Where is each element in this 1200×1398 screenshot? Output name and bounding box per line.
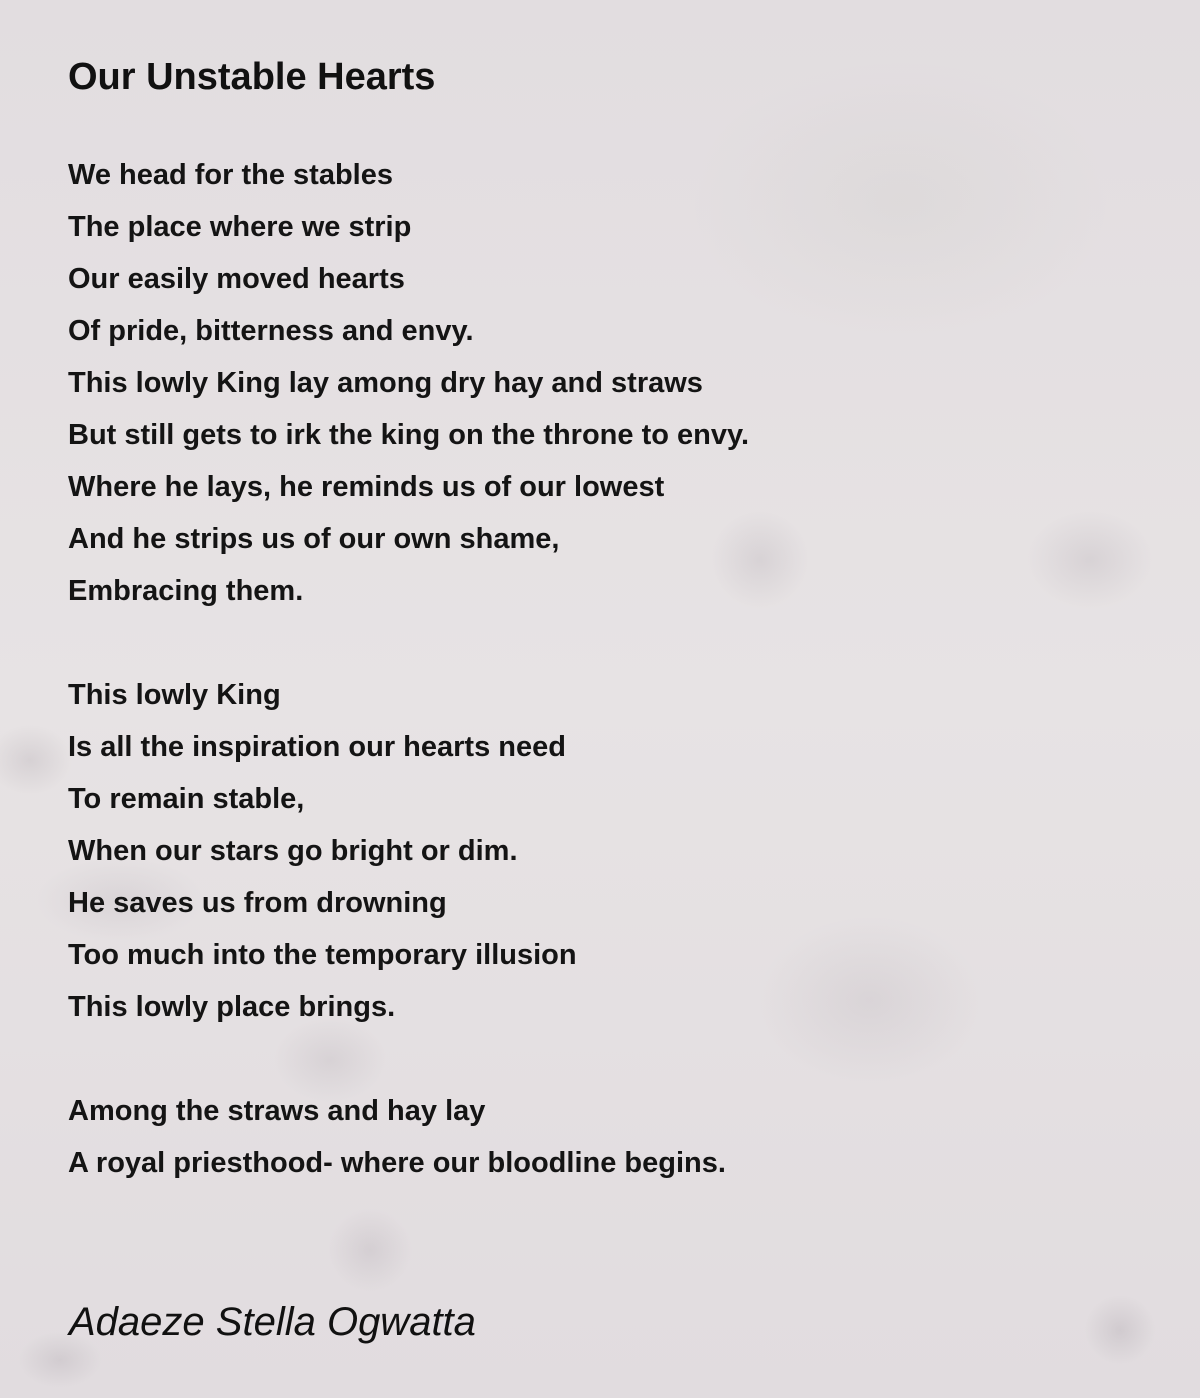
poem-line: We head for the stables <box>68 159 393 191</box>
poem-line: This lowly King lay among dry hay and straws <box>68 367 703 399</box>
poem-line: The place where we strip <box>68 211 412 243</box>
poem-line: Too much into the temporary illusion <box>68 939 577 971</box>
stanza-1 <box>68 149 1148 617</box>
poem-line: He saves us from drowning <box>68 887 447 919</box>
poem-line: But still gets to irk the king on the throne to envy. <box>68 419 750 451</box>
poem-line: Where he lays, he reminds us of our lowest <box>68 471 665 503</box>
poem-line: To remain stable, <box>68 783 305 815</box>
stanza-2 <box>68 669 1148 1033</box>
stanza-divider <box>68 617 1148 669</box>
poem-line: When our stars go bright or dim. <box>68 835 518 867</box>
poem-line: Embracing them. <box>68 575 304 607</box>
poem-line: And he strips us of our own shame, <box>68 523 560 555</box>
poem-line: Among the straws and hay lay <box>68 1095 486 1127</box>
poem-title: Our Unstable Hearts <box>68 56 436 98</box>
poem-line: This lowly King <box>68 679 281 711</box>
poem-body <box>68 149 1148 1189</box>
poem-line: A royal priesthood- where our bloodline begins. <box>68 1147 726 1179</box>
poem-line: Our easily moved hearts <box>68 263 405 295</box>
stanza-divider <box>68 1033 1148 1085</box>
poem-line: This lowly place brings. <box>68 991 396 1023</box>
poem-line: Of pride, bitterness and envy. <box>68 315 474 347</box>
stanza-3 <box>68 1085 1148 1189</box>
poem-line: Is all the inspiration our hearts need <box>68 731 566 763</box>
poem-author: Adaeze Stella Ogwatta <box>69 1300 476 1344</box>
